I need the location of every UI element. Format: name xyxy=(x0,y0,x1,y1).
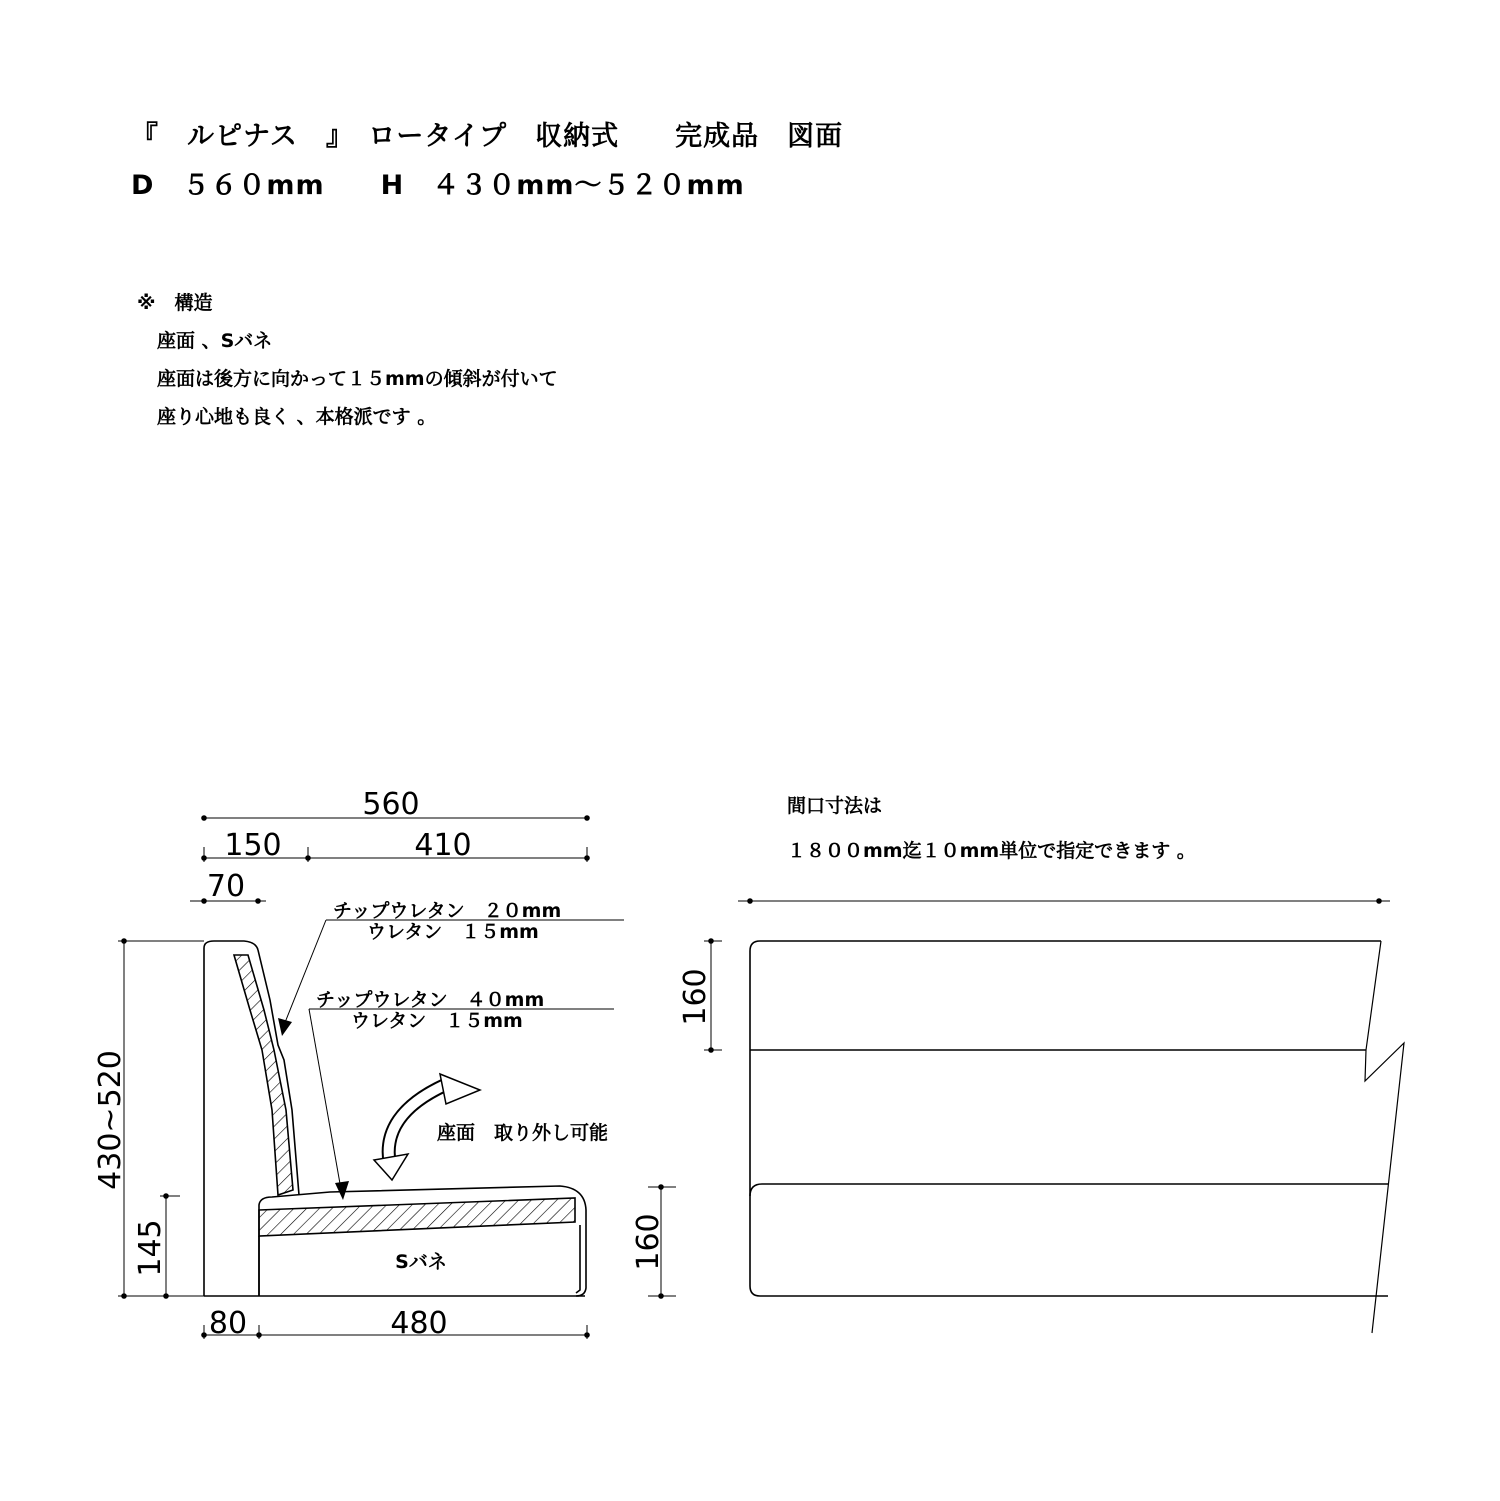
dim-seat-height: 145 xyxy=(133,1219,168,1277)
back-urethane-label-2: ウレタン １５mm xyxy=(367,921,539,943)
dim-seat-depth: 410 xyxy=(414,828,472,863)
front-view xyxy=(704,899,1404,1333)
seat-urethane-label-2: ウレタン １５mm xyxy=(351,1010,523,1032)
drawing-title: 『 ルピナス 』 ロータイプ 収納式 完成品 図面 xyxy=(131,121,844,152)
notes-line-1: 座面 、Sバネ xyxy=(157,330,273,352)
notes-heading: ※ 構造 xyxy=(137,292,213,314)
removable-seat-label: 座面 取り外し可能 xyxy=(437,1122,609,1144)
leader-lines xyxy=(278,920,624,1200)
notes-line-3: 座り心地も良く 、本格派です 。 xyxy=(157,406,437,428)
width-note-2: １８００mm迄１０mm単位で指定できます 。 xyxy=(787,840,1196,862)
dim-back-panel-height: 160 xyxy=(678,968,713,1026)
back-cushion-hatched xyxy=(234,955,293,1195)
dim-total-depth: 560 xyxy=(362,787,420,822)
seat-urethane-label-1: チップウレタン ４０mm xyxy=(316,989,545,1011)
notes-line-2: 座面は後方に向かって１５mmの傾斜が付いて xyxy=(157,368,558,390)
width-note-1: 間口寸法は xyxy=(787,795,883,817)
seat-cushion-hatched xyxy=(259,1198,575,1236)
dim-base-back: 80 xyxy=(208,1306,248,1341)
spring-label: Sバネ xyxy=(395,1251,447,1273)
back-urethane-label-1: チップウレタン ２０mm xyxy=(333,900,562,922)
overall-dimensions: D ５６０mm H ４３０mm～５２０mm xyxy=(131,170,745,201)
dim-right-seat-height: 160 xyxy=(631,1213,666,1271)
dim-height: 430~520 xyxy=(93,1050,128,1190)
dim-base-seat: 480 xyxy=(390,1306,448,1341)
dim-back-depth: 150 xyxy=(224,828,282,863)
front-view-labels xyxy=(678,794,1196,1026)
dim-back-top: 70 xyxy=(206,869,246,904)
